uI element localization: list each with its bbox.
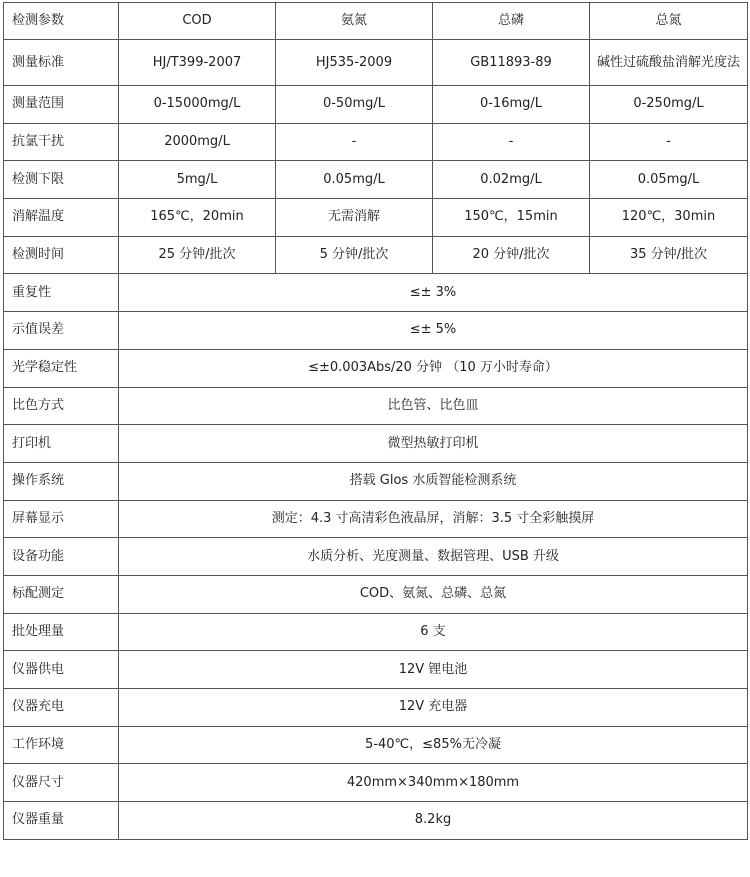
row-label: 批处理量 <box>4 613 119 651</box>
table-row <box>4 802 748 840</box>
table-row <box>4 575 748 613</box>
row-label: 测量标准 <box>4 40 119 86</box>
header-label-cell: 检测参数 <box>4 3 119 40</box>
spec-sheet <box>3 2 747 873</box>
table-row <box>4 425 748 463</box>
table-cell-span: 8.2kg <box>119 802 748 840</box>
table-cell: 165℃，20min <box>119 199 276 237</box>
row-label: 检测时间 <box>4 236 119 274</box>
table-cell: 0.05mg/L <box>276 161 433 199</box>
table-row <box>4 199 748 237</box>
row-label: 打印机 <box>4 425 119 463</box>
table-cell: - <box>590 123 748 161</box>
table-cell-span: 水质分析、光度测量、数据管理、USB 升级 <box>119 538 748 576</box>
table-cell: 5mg/L <box>119 161 276 199</box>
row-label: 测量范围 <box>4 86 119 124</box>
table-cell: 0-250mg/L <box>590 86 748 124</box>
table-row <box>4 764 748 802</box>
table-cell-span: ≤± 5% <box>119 312 748 350</box>
row-label: 抗氯干扰 <box>4 123 119 161</box>
table-cell: 120℃，30min <box>590 199 748 237</box>
row-label: 设备功能 <box>4 538 119 576</box>
table-cell-span: 12V 锂电池 <box>119 651 748 689</box>
table-row <box>4 613 748 651</box>
table-row <box>4 312 748 350</box>
row-label: 屏幕显示 <box>4 500 119 538</box>
table-row <box>4 86 748 124</box>
table-row <box>4 161 748 199</box>
table-row <box>4 274 748 312</box>
table-cell: HJ/T399-2007 <box>119 40 276 86</box>
table-cell: HJ535-2009 <box>276 40 433 86</box>
table-cell: 0-15000mg/L <box>119 86 276 124</box>
table-row <box>4 651 748 689</box>
table-cell-span: COD、氨氮、总磷、总氮 <box>119 575 748 613</box>
row-label: 仪器重量 <box>4 802 119 840</box>
table-cell-span: 搭载 Glos 水质智能检测系统 <box>119 462 748 500</box>
table-row <box>4 349 748 387</box>
table-row <box>4 123 748 161</box>
table-cell-span: 420mm×340mm×180mm <box>119 764 748 802</box>
table-cell: 0-50mg/L <box>276 86 433 124</box>
table-cell-span: 比色管、比色皿 <box>119 387 748 425</box>
table-cell: 碱性过硫酸盐消解光度法 <box>590 40 748 86</box>
table-row <box>4 689 748 727</box>
table-row <box>4 538 748 576</box>
header-cell-ammonia: 氨氮 <box>276 3 433 40</box>
row-label: 重复性 <box>4 274 119 312</box>
row-label: 工作环境 <box>4 726 119 764</box>
row-label: 比色方式 <box>4 387 119 425</box>
row-label: 仪器供电 <box>4 651 119 689</box>
table-cell: 150℃，15min <box>433 199 590 237</box>
table-cell-span: 测定：4.3 寸高清彩色液晶屏，消解：3.5 寸全彩触摸屏 <box>119 500 748 538</box>
table-cell: - <box>433 123 590 161</box>
table-cell: GB11893-89 <box>433 40 590 86</box>
table-cell: 0.02mg/L <box>433 161 590 199</box>
table-cell: 无需消解 <box>276 199 433 237</box>
table-row <box>4 726 748 764</box>
row-label: 光学稳定性 <box>4 349 119 387</box>
table-cell: 35 分钟/批次 <box>590 236 748 274</box>
table-cell-span: 微型热敏打印机 <box>119 425 748 463</box>
row-label: 检测下限 <box>4 161 119 199</box>
table-cell-span: 6 支 <box>119 613 748 651</box>
table-cell-span: ≤± 3% <box>119 274 748 312</box>
table-cell: 20 分钟/批次 <box>433 236 590 274</box>
table-cell: 0.05mg/L <box>590 161 748 199</box>
table-row <box>4 387 748 425</box>
table-cell-span: ≤±0.003Abs/20 分钟 （10 万小时寿命） <box>119 349 748 387</box>
table-cell-span: 12V 充电器 <box>119 689 748 727</box>
table-cell: 0-16mg/L <box>433 86 590 124</box>
spec-table <box>3 2 748 840</box>
table-cell: - <box>276 123 433 161</box>
row-label: 标配测定 <box>4 575 119 613</box>
header-cell-nitrogen: 总氮 <box>590 3 748 40</box>
row-label: 操作系统 <box>4 462 119 500</box>
table-row <box>4 40 748 86</box>
table-cell: 5 分钟/批次 <box>276 236 433 274</box>
table-header-row <box>4 3 748 40</box>
row-label: 示值误差 <box>4 312 119 350</box>
row-label: 仪器充电 <box>4 689 119 727</box>
table-row <box>4 462 748 500</box>
row-label: 仪器尺寸 <box>4 764 119 802</box>
header-cell-cod: COD <box>119 3 276 40</box>
header-cell-phosphorus: 总磷 <box>433 3 590 40</box>
table-row <box>4 236 748 274</box>
table-cell: 2000mg/L <box>119 123 276 161</box>
table-cell-span: 5-40℃，≤85%无冷凝 <box>119 726 748 764</box>
table-cell: 25 分钟/批次 <box>119 236 276 274</box>
row-label: 消解温度 <box>4 199 119 237</box>
table-row <box>4 500 748 538</box>
